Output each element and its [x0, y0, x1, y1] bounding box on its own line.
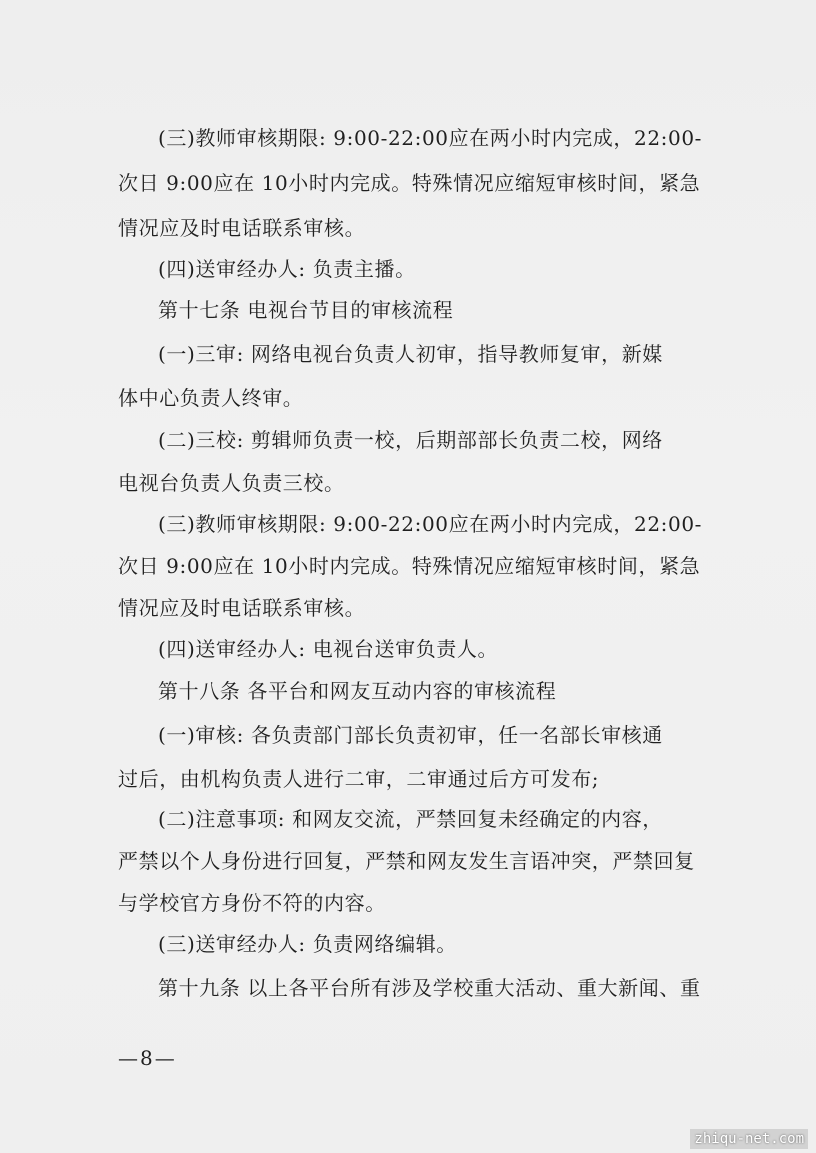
text-line-13: (四)送审经办人: 电视台送审负责人。: [158, 637, 499, 661]
text-line-3: 情况应及时电话联系审核。: [118, 216, 366, 240]
text-line-20: (三)送审经办人: 负责网络编辑。: [158, 932, 457, 956]
text-line-2: 次日 9:00应在 10小时内完成。特殊情况应缩短审核时间，紧急: [118, 171, 701, 195]
page-number: —8—: [118, 1046, 177, 1070]
text-line-17: (二)注意事项: 和网友交流，严禁回复未经确定的内容，: [158, 807, 663, 831]
section-heading-18: 第十八条 各平台和网友互动内容的审核流程: [158, 679, 557, 703]
text-line-16: 过后，由机构负责人进行二审，二审通过后方可发布;: [118, 767, 600, 791]
text-line-7: 体中心负责人终审。: [118, 386, 304, 410]
text-line-10: (三)教师审核期限: 9:00-22:00应在两小时内完成，22:00-: [158, 512, 703, 536]
text-line-15: (一)审核: 各负责部门部长负责初审，任一名部长审核通: [158, 723, 663, 747]
text-line-11: 次日 9:00应在 10小时内完成。特殊情况应缩短审核时间，紧急: [118, 554, 701, 578]
text-line-1: (三)教师审核期限: 9:00-22:00应在两小时内完成，22:00-: [158, 126, 703, 150]
text-line-6: (一)三审: 网络电视台负责人初审，指导教师复审，新媒: [158, 342, 663, 366]
section-heading-19: 第十九条 以上各平台所有涉及学校重大活动、重大新闻、重: [158, 976, 701, 1000]
watermark: zhiqu-net.com: [690, 1129, 808, 1149]
text-line-8: (二)三校: 剪辑师负责一校，后期部部长负责二校，网络: [158, 428, 663, 452]
text-line-12: 情况应及时电话联系审核。: [118, 596, 366, 620]
section-heading-17: 第十七条 电视台节目的审核流程: [158, 298, 454, 322]
text-line-18: 严禁以个人身份进行回复，严禁和网友发生言语冲突，严禁回复: [118, 849, 695, 873]
text-line-9: 电视台负责人负责三校。: [118, 471, 345, 495]
text-line-4: (四)送审经办人: 负责主播。: [158, 257, 416, 281]
text-line-19: 与学校官方身份不符的内容。: [118, 891, 386, 915]
